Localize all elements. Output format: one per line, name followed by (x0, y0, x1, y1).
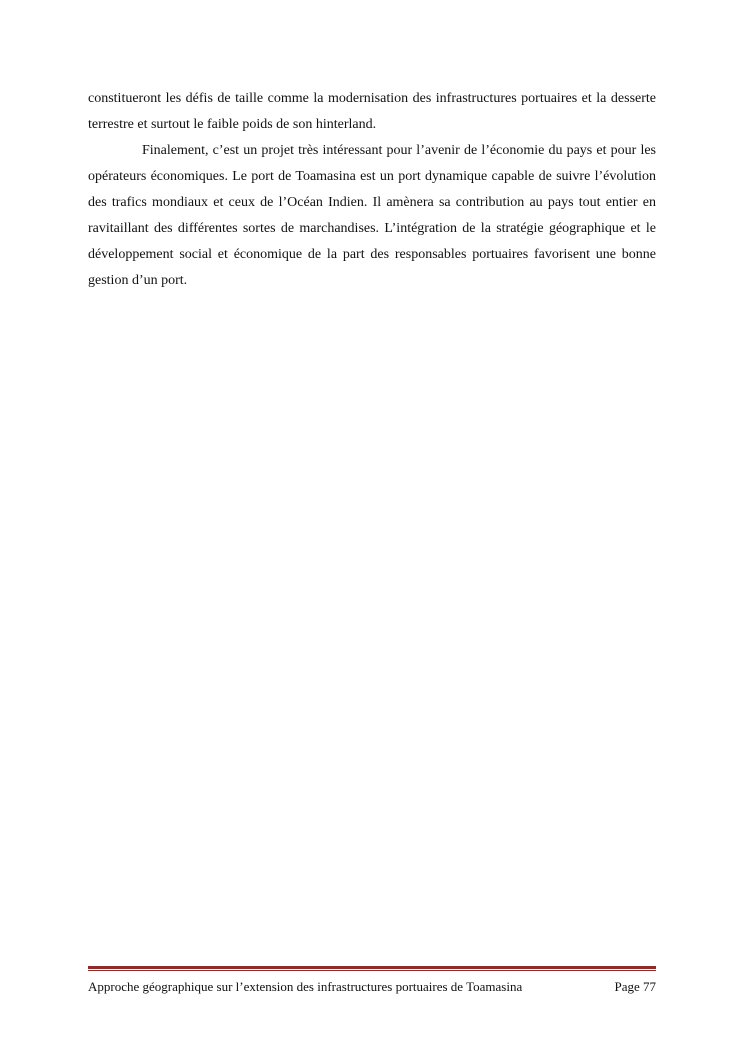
page-number: Page 77 (614, 979, 656, 994)
paragraph-continued: constitueront les défis de taille comme la modernisation des infrastructures portuaires et la desserte terrestre et surtout le faible poids de son hinterland. (88, 91, 656, 132)
footer-rule-thin (88, 970, 656, 971)
paragraph-conclusion: Finalement, c’est un projet très intéressant pour l’avenir de l’économie du pays et pour les opérateurs économiques. Le port de Toamasina est un port dynamique capable de suivre l’évolution des trafics mondiaux et ceux de l’Océan Indien. Il amènera sa contribution au pays tout entier en ravitaillant des différentes sortes de marchandises. L’intégration de la stratégie géographique et le développement social et économique de la part des responsables portuaires favorisent une bonne gestion d’un port. (88, 143, 656, 288)
page-footer (88, 978, 656, 996)
footer-rule (88, 966, 656, 972)
footer-title: Approche géographique sur l’extension des infrastructures portuaires de Toamasina (88, 979, 523, 994)
footer-rule-thick (88, 966, 656, 969)
body-text (88, 86, 656, 294)
